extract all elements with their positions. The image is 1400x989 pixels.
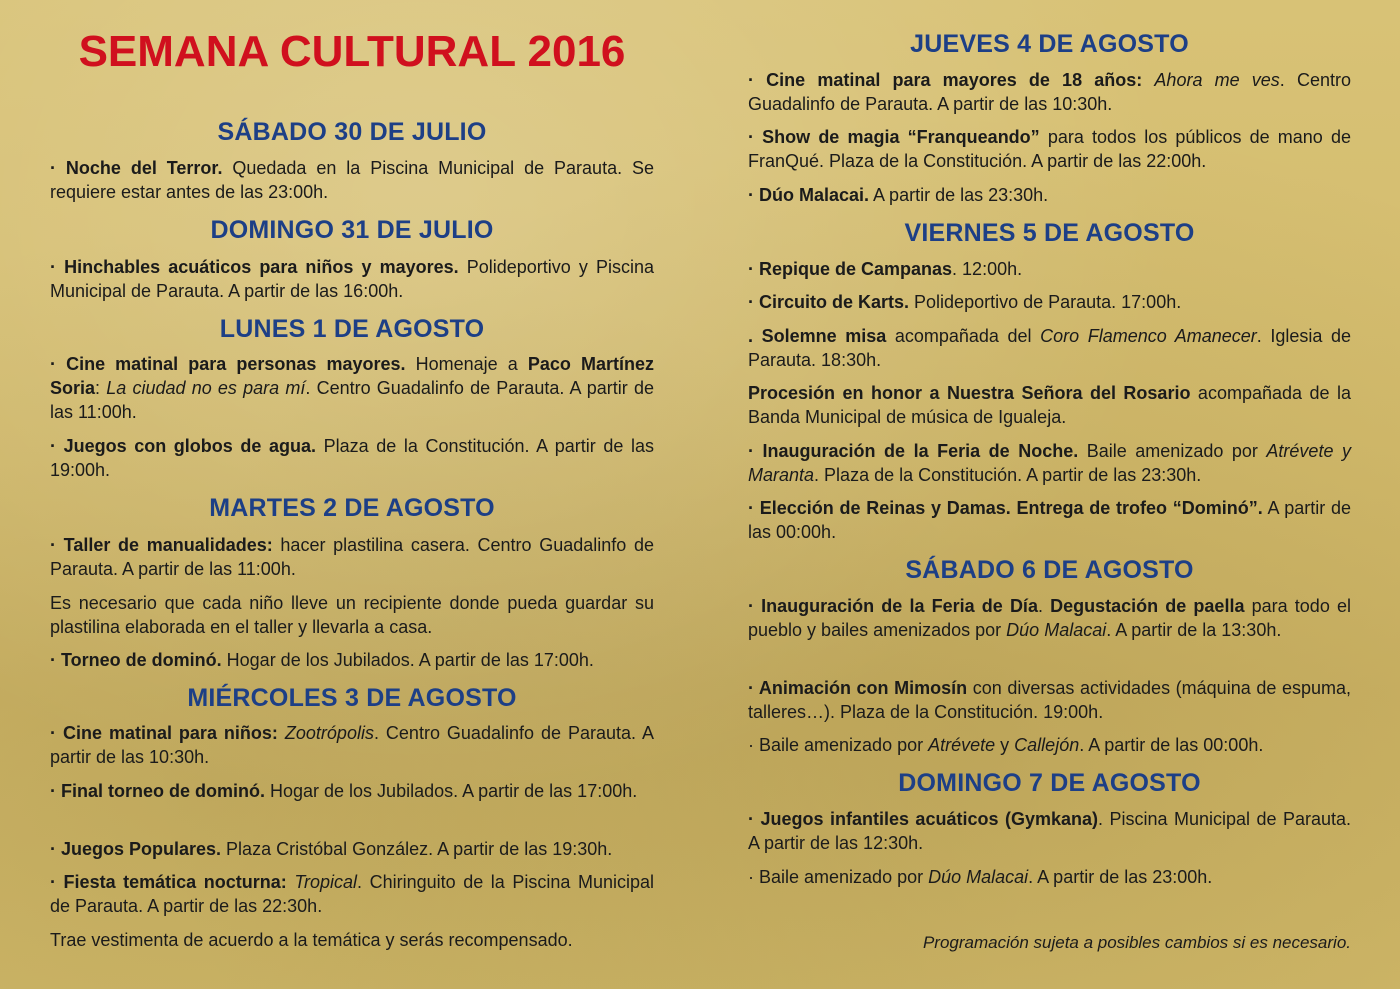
note-vestimenta: Trae vestimenta de acuerdo a la temática y serás recompensado. bbox=[50, 930, 573, 950]
event-cine-mayores: · Cine matinal para personas mayores. Homenaje a Paco Martínez Soria: La ciudad no es para mí. Centro Guadalinfo de Parauta. A partir de las 11:00h. bbox=[50, 354, 654, 422]
event-torneo-domino: · Torneo de dominó. Hogar de los Jubilados. A partir de las 17:00h. bbox=[50, 650, 594, 670]
event-juegos-populares: · Juegos Populares. Plaza Cristóbal González. A partir de las 19:30h. bbox=[50, 839, 613, 859]
event-baile-duo-malacai: · Baile amenizado por Dúo Malacai. A partir de las 23:00h. bbox=[748, 867, 1213, 887]
day-heading-sabado-6-agosto: SÁBADO 6 DE AGOSTO bbox=[905, 556, 1194, 584]
day-heading-domingo-31-julio: DOMINGO 31 DE JULIO bbox=[210, 216, 494, 244]
day-heading-miercoles-3-agosto: MIÉRCOLES 3 DE AGOSTO bbox=[187, 684, 517, 712]
event-eleccion-reinas: · Elección de Reinas y Damas. Entrega de trofeo “Dominó”. A partir de las 00:00h. bbox=[748, 498, 1351, 542]
event-cine-ninos: · Cine matinal para niños: Zootrópolis. Centro Guadalinfo de Parauta. A partir de las 10:30h. bbox=[50, 723, 654, 767]
event-juegos-infantiles: · Juegos infantiles acuáticos (Gymkana). Piscina Municipal de Parauta. A partir de las 12:30h. bbox=[748, 809, 1351, 853]
event-globos-de-agua: · Juegos con globos de agua. Plaza de la Constitución. A partir de las 19:00h. bbox=[50, 436, 654, 480]
day-heading-sabado-30-julio: SÁBADO 30 DE JULIO bbox=[217, 118, 487, 146]
day-heading-martes-2-agosto: MARTES 2 DE AGOSTO bbox=[209, 494, 495, 522]
event-solemne-misa: . Solemne misa acompañada del Coro Flamenco Amanecer. Iglesia de Parauta. 18:30h. bbox=[748, 326, 1351, 370]
event-taller-manualidades: · Taller de manualidades: hacer plastilina casera. Centro Guadalinfo de Parauta. A partir de las 11:00h. bbox=[50, 535, 654, 579]
event-noche-del-terror: · Noche del Terror. Quedada en la Piscina Municipal de Parauta. Se requiere estar antes de las 23:00h. bbox=[50, 158, 655, 202]
event-fiesta-tematica: · Fiesta temática nocturna: Tropical. Chiringuito de la Piscina Municipal de Parauta. A partir de las 22:30h. bbox=[50, 872, 654, 916]
day-heading-domingo-7-agosto: DOMINGO 7 DE AGOSTO bbox=[898, 769, 1201, 797]
event-baile-atrevete-callejon: · Baile amenizado por Atrévete y Callejón. A partir de las 00:00h. bbox=[748, 735, 1264, 755]
event-repique-campanas: · Repique de Campanas. 12:00h. bbox=[748, 259, 1023, 279]
event-animacion-mimosin: · Animación con Mimosín con diversas actividades (máquina de espuma, talleres…). Plaza de la Constitución. 19:00h. bbox=[748, 678, 1351, 722]
page-title: SEMANA CULTURAL 2016 bbox=[78, 27, 626, 76]
day-heading-jueves-4-agosto: JUEVES 4 DE AGOSTO bbox=[910, 30, 1189, 58]
event-procesion: Procesión en honor a Nuestra Señora del Rosario acompañada de la Banda Municipal de música de Igualeja. bbox=[748, 383, 1351, 427]
event-circuito-karts: · Circuito de Karts. Polideportivo de Parauta. 17:00h. bbox=[748, 292, 1182, 312]
event-cine-mayores-18: · Cine matinal para mayores de 18 años: Ahora me ves. Centro Guadalinfo de Parauta. A partir de las 10:30h. bbox=[748, 70, 1351, 114]
event-hinchables: · Hinchables acuáticos para niños y mayores. Polideportivo y Piscina Municipal de Parauta. A partir de las 16:00h. bbox=[50, 257, 654, 301]
event-feria-de-dia: · Inauguración de la Feria de Día. Degustación de paella para todo el pueblo y bailes amenizados por Dúo Malacai. A partir de la 13:30h. bbox=[748, 596, 1351, 640]
day-heading-lunes-1-agosto: LUNES 1 DE AGOSTO bbox=[219, 315, 485, 343]
day-heading-viernes-5-agosto: VIERNES 5 DE AGOSTO bbox=[904, 219, 1195, 247]
event-final-torneo-domino: · Final torneo de dominó. Hogar de los Jubilados. A partir de las 17:00h. bbox=[50, 781, 638, 801]
note-plastilina: Es necesario que cada niño lleve un recipiente donde pueda guardar su plastilina elaborada en el taller y llevarla a casa. bbox=[50, 593, 654, 637]
event-show-magia: · Show de magia “Franqueando” para todos los públicos de mano de FranQué. Plaza de la Constitución. A partir de las 22:00h. bbox=[748, 127, 1352, 171]
disclaimer-note: Programación sujeta a posibles cambios si es necesario. bbox=[922, 933, 1351, 952]
event-feria-de-noche: · Inauguración de la Feria de Noche. Baile amenizado por Atrévete y Maranta. Plaza de la Constitución. A partir de las 23:30h. bbox=[748, 441, 1351, 485]
event-duo-malacai: · Dúo Malacai. A partir de las 23:30h. bbox=[748, 185, 1049, 205]
